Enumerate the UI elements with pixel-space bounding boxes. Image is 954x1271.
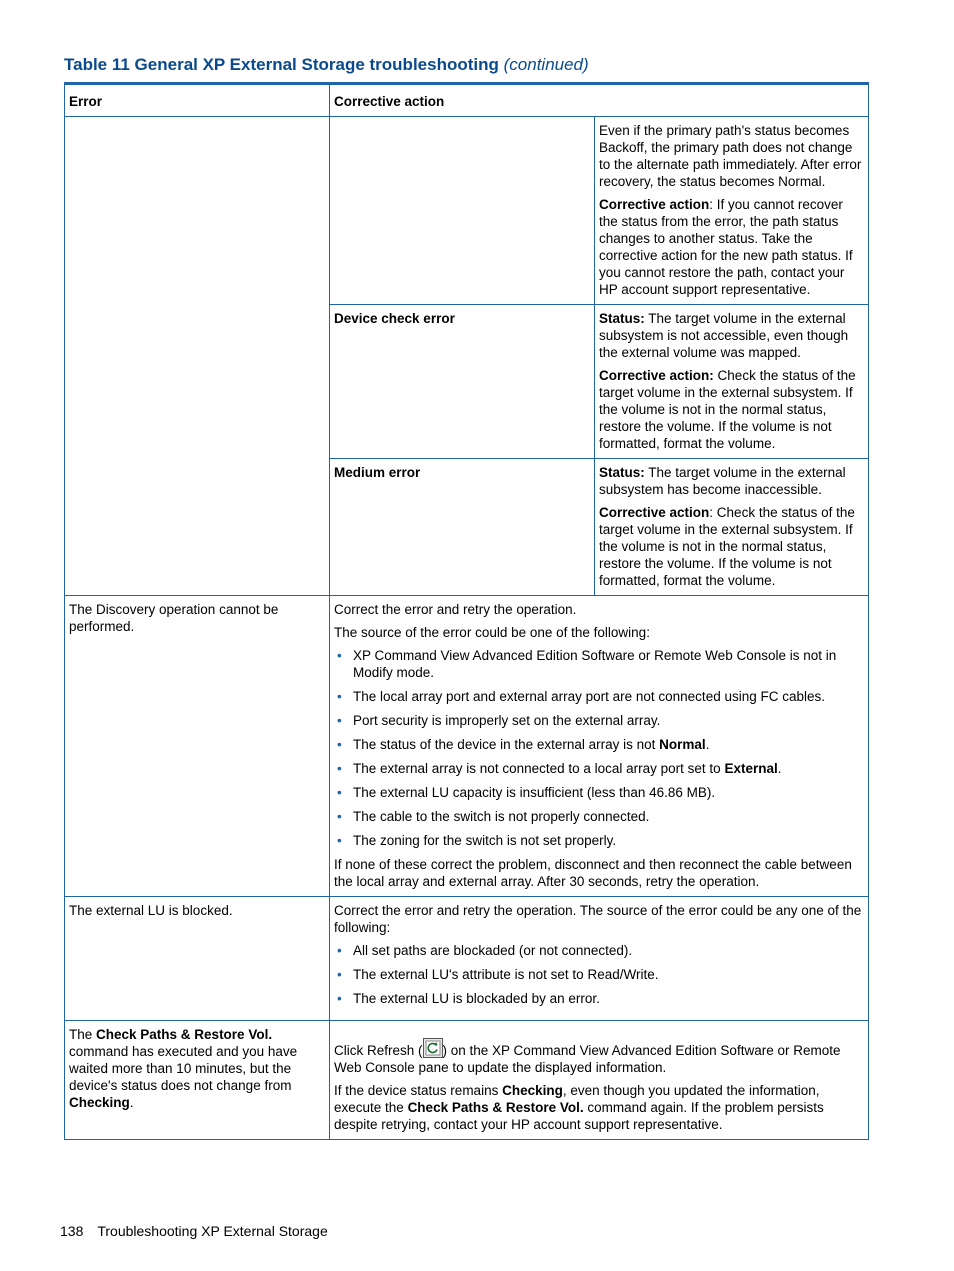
table-caption: [64, 55, 589, 75]
device-check-error-label: Device check error: [334, 311, 455, 326]
list-item: • The external LU is blockaded by an error.: [334, 990, 863, 1007]
table-title: Table 11 General XP External Storage troubleshooting: [64, 55, 499, 74]
path-status-detail-cell: [595, 117, 869, 305]
list-item: • The external LU capacity is insufficient (less than 46.86 MB).: [334, 784, 863, 801]
list-item: • Port security is improperly set on the external array.: [334, 712, 863, 729]
path-status-description: Status: The target volume in the external subsystem has become inaccessible.: [599, 465, 846, 497]
path-status-name-cell: [330, 459, 595, 596]
path-status-detail-cell: [595, 459, 869, 596]
page-number: 138: [60, 1223, 84, 1239]
action-cell: Click Refresh ( ) on the XP Command View Advanced Edition Software or Remote Web Console pane to update the displayed information. If the device status remains Checking, even though you updated the information, execute the Check Paths & Restore Vol. command again. If the problem persists despite retrying, contact your HP account support representative.: [330, 1021, 869, 1140]
list-item: • The status of the device in the external array is not Normal.: [334, 736, 863, 753]
table-row: [65, 596, 869, 897]
error-cell: The Check Paths & Restore Vol. command has executed and you have waited more than 10 minutes, but the device's status does not change from Checking.: [65, 1021, 330, 1140]
path-status-description: Even if the primary path's status becomes Backoff, the primary path does not change to the alternate path immediately. After error recovery, the status becomes Normal.: [599, 123, 862, 189]
list-item: • All set paths are blockaded (or not connected).: [334, 942, 863, 959]
path-status-action: Corrective action: If you cannot recover the status from the error, the path status changes to another status. Take the corrective action for the new path status. If you cannot restore the path, contact your HP account support representative.: [599, 197, 853, 297]
path-status-name-cell: [330, 305, 595, 459]
list-item: • The external array is not connected to a local array port set to External.: [334, 760, 863, 777]
continued-label: (continued): [503, 55, 589, 74]
path-status-description: Status: The target volume in the external subsystem is not accessible, even though the external volume was mapped.: [599, 311, 849, 360]
troubleshooting-table: [64, 82, 869, 1140]
path-status-detail-cell: [595, 305, 869, 459]
header-corrective-action: Corrective action: [330, 84, 869, 117]
cause-list: [334, 647, 863, 849]
list-item: • The zoning for the switch is not set properly.: [334, 832, 863, 849]
list-item: • The cable to the switch is not properly connected.: [334, 808, 863, 825]
header-error: Error: [65, 84, 330, 117]
table-header-row: [65, 84, 869, 117]
refresh-icon: [423, 1038, 443, 1058]
table-row: [65, 897, 869, 1021]
path-status-action: Corrective action: Check the status of the target volume in the external subsystem. If the volume is not in the normal status, restore the volume. If the volume is not formatted, format the volume.: [599, 368, 856, 451]
footer-section-title: Troubleshooting XP External Storage: [97, 1223, 328, 1239]
page-footer: [60, 1223, 328, 1239]
table-row: [65, 1021, 869, 1140]
cause-list: [334, 942, 863, 1007]
table-row: [65, 117, 869, 305]
medium-error-label: Medium error: [334, 465, 421, 480]
error-cell: The Discovery operation cannot be performed.: [65, 596, 330, 897]
path-status-name-cell: [330, 117, 595, 305]
action-cell: Correct the error and retry the operation. The source of the error could be one of the following: • XP Command View Advanced Edition Software or Remote Web Console is not in Modify mode. • The local array port and external array port are not connected using FC cables. • Port security is improperly set on the external array. • The status of the device in the external array is not Normal. • The external array is not connected to a local array port set to External. • The external LU capacity is insufficient (less than 46.86 MB). • The cable to the switch is not properly connected. • The zoning for the switch is not set properly. If none of these correct the problem, disconnect and then reconnect the cable between the local array and external array. After 30 seconds, retry the operation.: [330, 596, 869, 897]
action-cell: Correct the error and retry the operation. The source of the error could be any one of the following: • All set paths are blockaded (or not connected). • The external LU's attribute is not set to Read/Write. • The external LU is blockaded by an error.: [330, 897, 869, 1021]
list-item: • XP Command View Advanced Edition Software or Remote Web Console is not in Modify mode.: [334, 647, 863, 681]
path-status-action: Corrective action: Check the status of the target volume in the external subsystem. If the volume is not in the normal status, restore the volume. If the volume is not formatted, format the volume.: [599, 505, 855, 588]
error-cell: The external LU is blocked.: [65, 897, 330, 1021]
list-item: • The local array port and external array port are not connected using FC cables.: [334, 688, 863, 705]
empty-error-cell: [65, 117, 330, 596]
list-item: • The external LU's attribute is not set to Read/Write.: [334, 966, 863, 983]
